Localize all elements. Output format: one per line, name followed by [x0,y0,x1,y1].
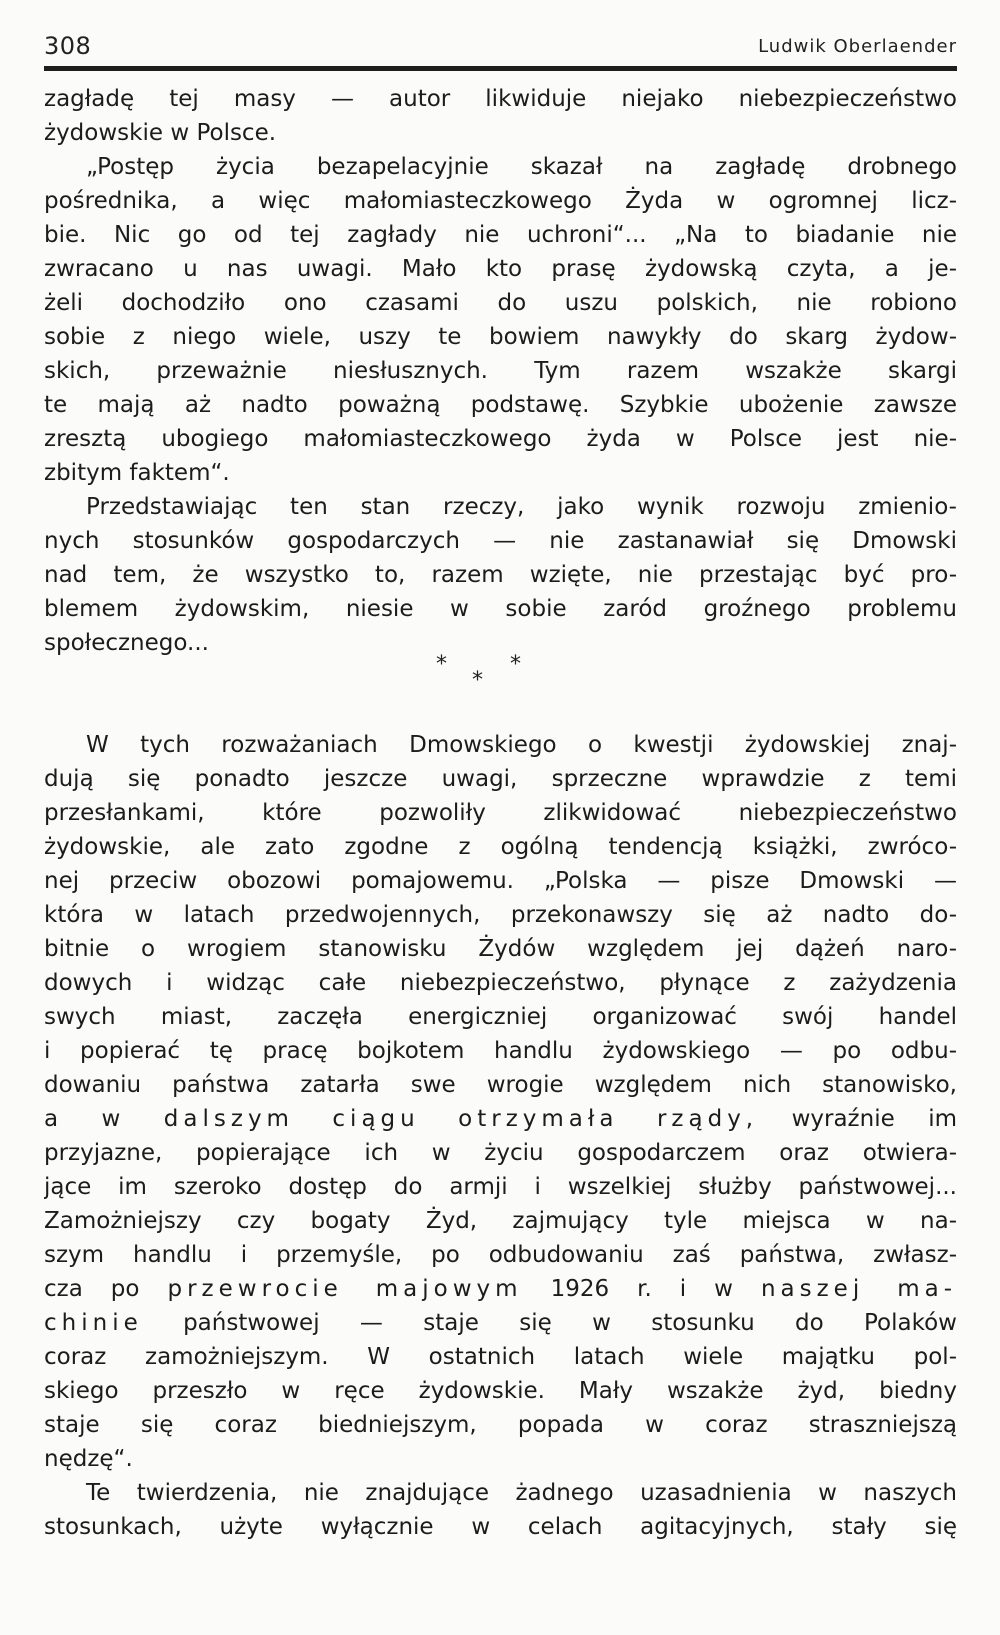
running-head: Ludwik Oberlaender [758,36,957,57]
asterisk: * [436,652,447,677]
text-line: swych miast, zaczęła energiczniej organizować swój handel [44,1004,957,1030]
text-line: te mają aż nadto poważną podstawę. Szybkie ubożenie zawsze [44,392,957,418]
section-ornament [44,652,957,728]
text-line: przesłankami, które pozwoliły zlikwidować niebezpieczeństwo [44,800,957,826]
header-rule [44,66,957,71]
text-line: nej przeciw obozowi pomajowemu. „Polska — pisze Dmowski — [44,868,957,894]
text-line: „Postęp życia bezapelacyjnie skazał na zagładę drobnego [86,154,957,180]
body-text [44,82,957,1544]
text-line: która w latach przedwojennych, przekonawszy się aż nadto do- [44,902,957,928]
text-line: społecznego... [44,630,209,656]
spaced-text: naszej ma- [760,1276,957,1302]
text-run: cza po [44,1276,140,1302]
text-run: wyraźnie im [791,1106,957,1132]
text-run: 1926 r. i w [550,1276,733,1302]
spaced-text: chinie [44,1310,143,1336]
text-line: dowych i widząc całe niebezpieczeństwo, płynące z zażydzenia [44,970,957,996]
text-line [44,1272,957,1306]
text-line: skich, przeważnie niesłusznych. Tym razem wszakże skargi [44,358,957,384]
spaced-text: przewrocie majowym [167,1276,523,1302]
text-line: staje się coraz biedniejszym, popada w coraz straszniejszą [44,1412,957,1438]
text-line: sobie z niego wiele, uszy te bowiem nawykły do skarg żydow- [44,324,957,350]
text-line: zwracano u nas uwagi. Mało kto prasę żydowską czyta, a je- [44,256,957,282]
text-line: blemem żydowskim, niesie w sobie zaród groźnego problemu [44,596,957,622]
asterisk: * [472,668,483,693]
text-line: bie. Nic go od tej zagłady nie uchroni“... „Na to biadanie nie [44,222,957,248]
text-line: coraz zamożniejszym. W ostatnich latach wiele majątku pol- [44,1344,957,1370]
spaced-text: a w dalszym ciągu otrzymała rządy, [44,1106,759,1132]
text-line: W tych rozważaniach Dmowskiego o kwestji żydowskiej znaj- [86,732,957,758]
text-line: jące im szeroko dostęp do armji i wszelkiej służby państwowej... [44,1174,957,1200]
text-line: zagładę tej masy — autor likwiduje niejako niebezpieczeństwo [44,86,957,112]
text-line: stosunkach, użyte wyłącznie w celach agitacyjnych, stały się [44,1514,957,1540]
text-line: Zamożniejszy czy bogaty Żyd, zajmujący tyle miejsca w na- [44,1208,957,1234]
text-line: szym handlu i przemyśle, po odbudowaniu zaś państwa, zwłasz- [44,1242,957,1268]
text-line: pośrednika, a więc małomiasteczkowego Żyda w ogromnej licz- [44,188,957,214]
text-line: bitnie o wrogiem stanowisku Żydów względem jej dążeń naro- [44,936,957,962]
text-line: przyjazne, popierające ich w życiu gospodarczem oraz otwiera- [44,1140,957,1166]
text-line: żydowskie, ale zato zgodne z ogólną tendencją książki, zwróco- [44,834,957,860]
text-line: i popierać tę pracę bojkotem handlu żydowskiego — po odbu- [44,1038,957,1064]
text-line: nędzę“. [44,1446,133,1472]
text-line: dują się ponadto jeszcze uwagi, sprzeczne wprawdzie z temi [44,766,957,792]
text-line: skiego przeszło w ręce żydowskie. Mały wszakże żyd, biedny [44,1378,957,1404]
text-run: państwowej — staje się w stosunku do Polaków [183,1310,957,1336]
page-number: 308 [44,32,92,60]
text-line: zbitym faktem“. [44,460,230,486]
text-line [44,1102,957,1136]
page-header [44,30,957,64]
text-line: nych stosunków gospodarczych — nie zastanawiał się Dmowski [44,528,957,554]
text-line: żydowskie w Polsce. [44,120,277,146]
text-line: dowaniu państwa zatarła swe wrogie względem nich stanowisko, [44,1072,957,1098]
text-line: nad tem, że wszystko to, razem wzięte, nie przestając być pro- [44,562,957,588]
asterisk: * [510,652,521,677]
text-line: Te twierdzenia, nie znajdujące żadnego uzasadnienia w naszych [86,1480,957,1506]
text-line: żeli dochodziło ono czasami do uszu polskich, nie robiono [44,290,957,316]
text-line: Przedstawiając ten stan rzeczy, jako wynik rozwoju zmienio- [86,494,957,520]
text-line: zresztą ubogiego małomiasteczkowego żyda w Polsce jest nie- [44,426,957,452]
text-line [44,1306,957,1340]
